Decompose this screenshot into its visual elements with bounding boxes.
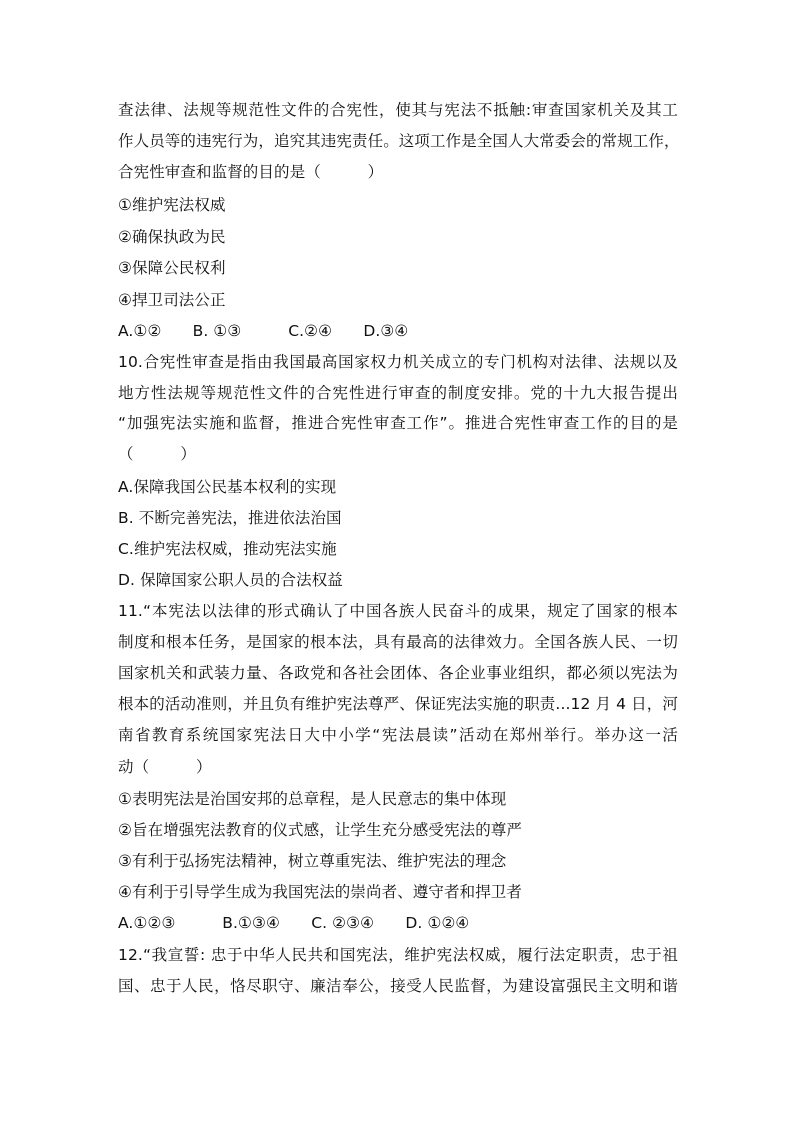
- q11-line-6: 动（ ）: [118, 758, 212, 776]
- q11-line-1: 11.“本宪法以法律的形式确认了中国各族人民奋斗的成果，规定了国家的根本: [118, 602, 678, 620]
- q12-line-1: 12.“我宣誓: 忠于中华人民共和国宪法，维护宪法权威，履行法定职责，忠于祖: [118, 946, 678, 964]
- intro-line-2: 作人员等的违宪行为，追究其违宪责任。这项工作是全国人大常委会的常规工作，: [118, 132, 680, 150]
- q11-option-2: ②旨在增强宪法教育的仪式感，让学生充分感受宪法的尊严: [118, 821, 522, 839]
- q11-option-4: ④有利于引导学生成为我国宪法的崇尚者、遵守者和捍卫者: [118, 883, 522, 901]
- intro-option-4: ④捍卫司法公正: [118, 291, 226, 309]
- q11-option-3: ③有利于弘扬宪法精神，树立尊重宪法、维护宪法的理念: [118, 852, 507, 870]
- q10-line-4: （ ）: [118, 445, 197, 463]
- q11-line-2: 制度和根本任务，是国家的根本法，具有最高的法律效力。全国各族人民、一切: [118, 633, 678, 651]
- q11-line-3: 国家机关和武装力量、各政党和各社会团体、各企业事业组织，都必须以宪法为: [118, 664, 678, 682]
- q11-choices: A.①②③ B.①③④ C. ②③④ D. ①②④: [118, 914, 470, 932]
- q10-choice-d: D. 保障国家公职人员的合法权益: [118, 571, 343, 589]
- q11-line-5: 南省教育系统国家宪法日大中小学“宪法晨读”活动在郑州举行。举办这一活: [118, 726, 678, 744]
- intro-question-stem: 合宪性审查和监督的目的是（ ）: [118, 163, 384, 181]
- q10-line-2: 地方性法规等规范性文件的合宪性进行审查的制度安排。党的十九大报告提出: [118, 384, 678, 402]
- intro-option-2: ②确保执政为民: [118, 228, 226, 246]
- q10-choice-b: B. 不断完善宪法，推进依法治国: [118, 509, 342, 527]
- intro-choices: A.①② B. ①③ C.②④ D.③④: [118, 322, 409, 340]
- q10-choice-c: C.维护宪法权威，推动宪法实施: [118, 540, 337, 558]
- q11-line-4: 根本的活动准则，并且负有维护宪法尊严、保证宪法实施的职责...12 月 4 日，河: [118, 695, 678, 713]
- intro-option-3: ③保障公民权利: [118, 259, 226, 277]
- intro-option-1: ①维护宪法权威: [118, 196, 226, 214]
- q11-option-1: ①表明宪法是治国安邦的总章程，是人民意志的集中体现: [118, 790, 507, 808]
- intro-line-1: 查法律、法规等规范性文件的合宪性，使其与宪法不抵触:审查国家机关及其工: [118, 101, 678, 119]
- q10-choice-a: A.保障我国公民基本权利的实现: [118, 478, 337, 496]
- q10-line-3: “加强宪法实施和监督，推进合宪性审查工作”。推进合宪性审查工作的目的是: [118, 414, 678, 432]
- q10-line-1: 10.合宪性审查是指由我国最高国家权力机关成立的专门机构对法律、法规以及: [118, 353, 678, 371]
- q12-line-2: 国、忠于人民，恪尽职守、廉洁奉公，接受人民监督，为建设富强民主文明和谐: [118, 977, 678, 995]
